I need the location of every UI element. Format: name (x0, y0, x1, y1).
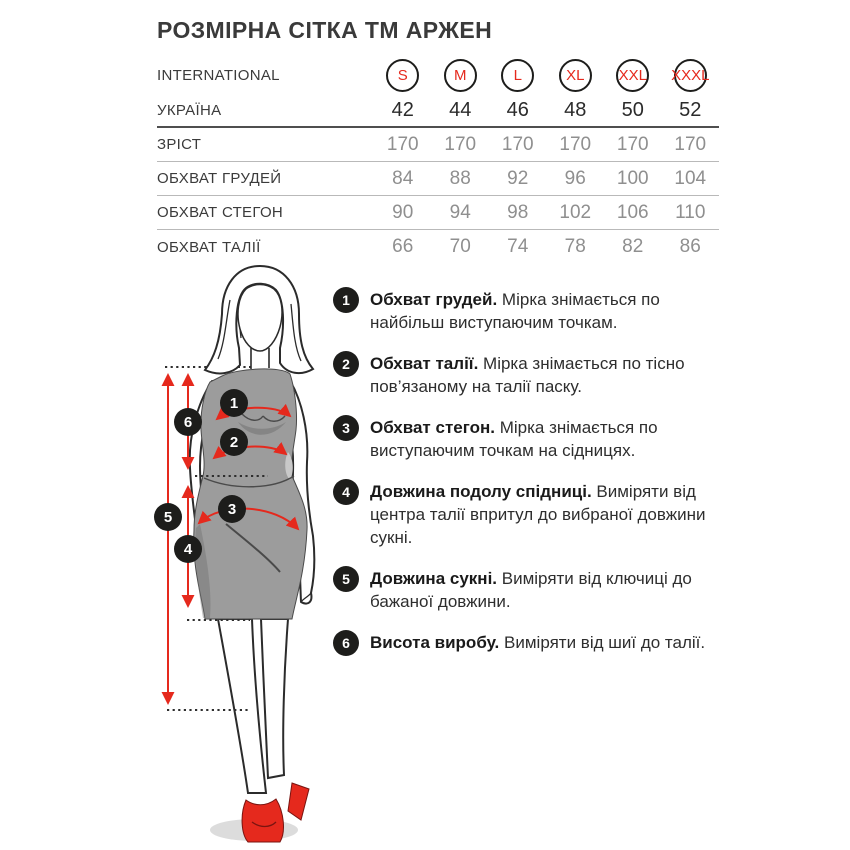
table-cell: 88 (449, 167, 471, 189)
front-shoe (242, 799, 283, 842)
item-title: Довжина сукні. (370, 569, 498, 588)
table-cell: 170 (444, 133, 477, 155)
table-cell: 102 (559, 201, 592, 223)
table-cell: 74 (507, 236, 529, 257)
measurement-item-product-height (333, 631, 717, 656)
table-cell: 98 (507, 201, 529, 223)
back-leg (261, 619, 288, 778)
item-title: Обхват стегон. (370, 418, 495, 437)
table-row-hips (157, 196, 719, 230)
figure-marker-4: 4 (174, 535, 202, 563)
size-table (157, 56, 719, 264)
table-row-height (157, 128, 719, 162)
item-number-badge: 4 (333, 479, 359, 505)
table-cell: 106 (616, 201, 649, 223)
table-row-international (157, 56, 719, 94)
size-badge-m: M (444, 59, 477, 92)
row-label-chest: ОБХВАТ ГРУДЕЙ (157, 170, 282, 187)
table-cell: 84 (392, 167, 414, 189)
item-number-badge: 1 (333, 287, 359, 313)
row-label-hips: ОБХВАТ СТЕГОН (157, 204, 284, 221)
item-description: Мірка знімається по тісно пов’язаному на талії паску. (370, 354, 685, 396)
measurement-descriptions (333, 288, 717, 674)
size-badge-l: L (501, 59, 534, 92)
table-row-ukraine (157, 94, 719, 128)
row-label-ukraine: УКРАЇНА (157, 101, 222, 119)
item-description: Виміряти від ключиці до бажаної довжини. (370, 569, 692, 611)
figure-marker-5: 5 (154, 503, 182, 531)
item-text (370, 631, 705, 654)
page-title: РОЗМІРНА СІТКА ТМ АРЖЕН (157, 17, 493, 43)
ukraine-size: 48 (564, 98, 587, 121)
measurement-item-hips (333, 416, 717, 462)
item-text (370, 567, 717, 613)
dress (194, 369, 307, 619)
ukraine-size: 42 (391, 98, 414, 121)
table-cell: 66 (392, 236, 414, 257)
ukraine-size: 44 (449, 98, 472, 121)
size-badge-s: S (386, 59, 419, 92)
measurement-item-dress-length (333, 567, 717, 613)
item-title: Висота виробу. (370, 633, 500, 652)
table-cell: 110 (675, 201, 706, 223)
figure-marker-3: 3 (218, 495, 246, 523)
table-cell: 94 (449, 201, 471, 223)
face (238, 285, 282, 352)
item-title: Обхват грудей. (370, 290, 498, 309)
measurement-item-waist (333, 352, 717, 398)
item-text (370, 416, 717, 462)
item-number-badge: 5 (333, 566, 359, 592)
table-cell: 70 (449, 236, 471, 257)
back-shoe (288, 783, 309, 820)
measurement-figure (142, 262, 337, 850)
item-text (370, 288, 717, 334)
table-cell: 100 (616, 167, 649, 189)
measurement-item-skirt-length (333, 480, 717, 549)
item-number-badge: 2 (333, 351, 359, 377)
item-number-badge: 6 (333, 630, 359, 656)
item-text (370, 480, 717, 549)
row-label-international: INTERNATIONAL (157, 66, 280, 84)
item-description: Мірка знімається по виступаючим точкам на сідницях. (370, 418, 658, 460)
size-badge-xxl: XXL (616, 59, 649, 92)
row-label-waist: ОБХВАТ ТАЛІЇ (157, 238, 261, 256)
table-cell: 170 (501, 133, 534, 155)
table-row-chest (157, 162, 719, 196)
item-title: Довжина подолу спідниці. (370, 482, 592, 501)
measurement-item-chest (333, 288, 717, 334)
ukraine-size: 50 (621, 98, 644, 121)
table-cell: 78 (564, 236, 586, 257)
item-description: Мірка знімається по найбільш виступаючим точкам. (370, 290, 660, 332)
item-number-badge: 3 (333, 415, 359, 441)
table-cell: 96 (564, 167, 586, 189)
item-title: Обхват талії. (370, 354, 479, 373)
table-cell: 82 (622, 236, 644, 257)
item-description: Виміряти від шиї до талії. (504, 633, 706, 652)
size-badge-xl: XL (559, 59, 592, 92)
ukraine-size: 46 (506, 98, 529, 121)
figure-marker-2: 2 (220, 428, 248, 456)
table-cell: 92 (507, 167, 529, 189)
table-cell: 90 (392, 201, 414, 223)
table-cell: 170 (386, 133, 419, 155)
table-cell: 170 (674, 133, 707, 155)
table-cell: 170 (559, 133, 592, 155)
item-description: Виміряти від центра талії впритул до вибраної довжини сукні. (370, 482, 706, 547)
table-cell: 170 (616, 133, 649, 155)
item-text (370, 352, 717, 398)
table-row-waist (157, 230, 719, 264)
row-label-height: ЗРІСТ (157, 136, 202, 153)
woman-illustration (142, 262, 337, 850)
figure-marker-6: 6 (174, 408, 202, 436)
table-cell: 86 (679, 236, 701, 257)
table-cell: 104 (674, 167, 707, 189)
figure-marker-1: 1 (220, 389, 248, 417)
ukraine-size: 52 (679, 98, 702, 121)
size-badge-xxxl: XXXL (674, 59, 707, 92)
